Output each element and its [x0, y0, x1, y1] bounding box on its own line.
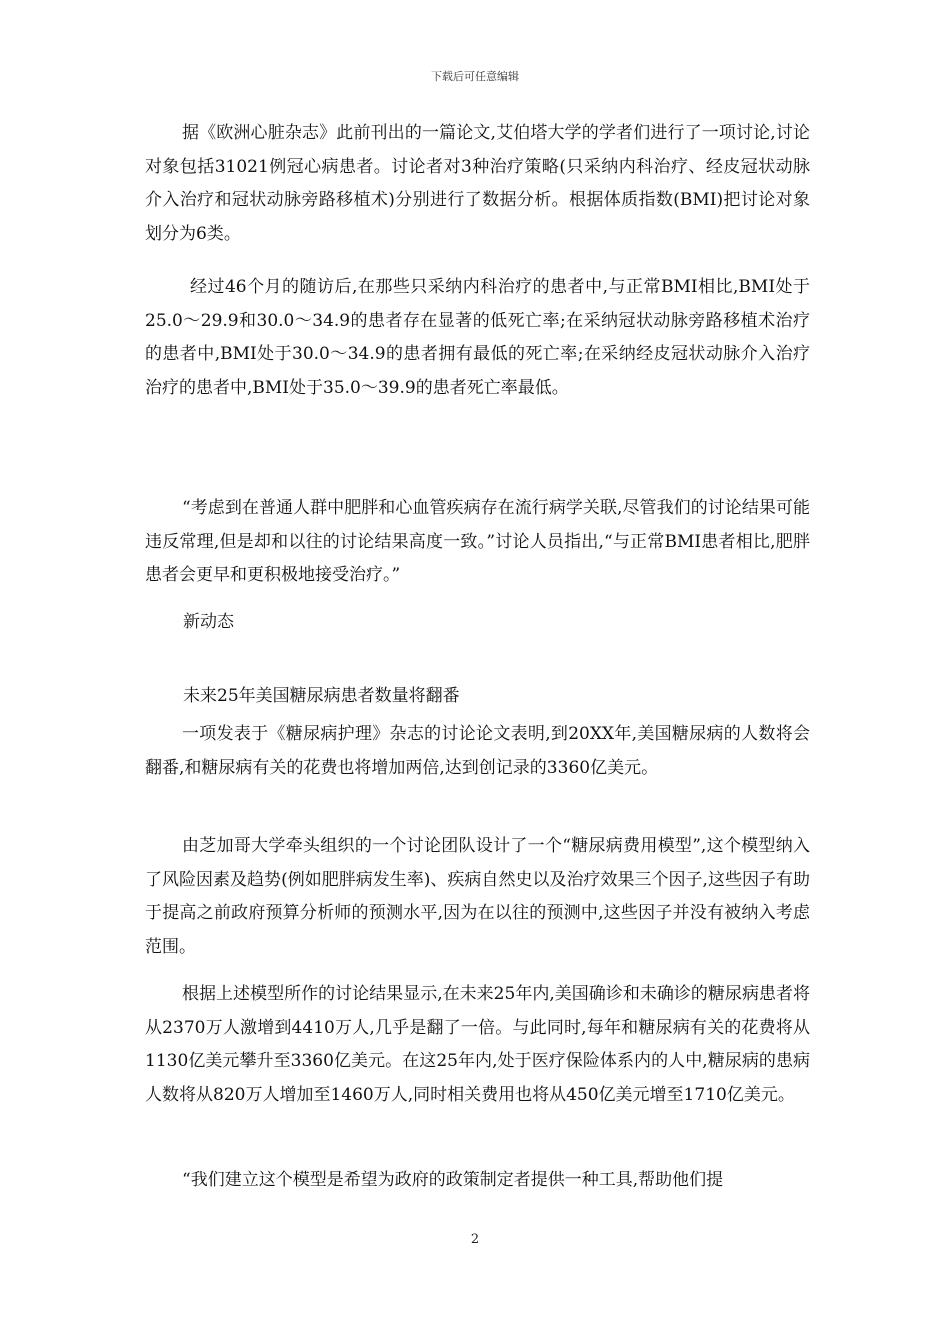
article-title: 未来25年美国糖尿病患者数量将翻番	[183, 686, 460, 706]
page-header: 下载后可任意编辑	[431, 70, 519, 83]
paragraph-study-overview: 据《欧洲心脏杂志》此前刊出的一篇论文,艾伯塔大学的学者们进行了一项讨论,讨论对象包括31021例冠心病患者。讨论者对3种治疗策略(只采纳内科治疗、经皮冠状动脉介入治疗和冠状动脉旁路移植术)分别进行了数据分析。根据体质指数(BMI)把讨论对象划分为6类。	[145, 123, 810, 244]
section-heading: 新动态	[183, 612, 234, 632]
article-paragraph-quote: “我们建立这个模型是希望为政府的政策制定者提供一种工具,帮助他们提	[182, 1170, 724, 1190]
article-paragraph-model: 由芝加哥大学牵头组织的一个讨论团队设计了一个“糖尿病费用模型”,这个模型纳入了风险因素及趋势(例如肥胖病发生率)、疾病自然史以及治疗效果三个因子,这些因子有助于提高之前政府预算分析师的预测水平,因为在以往的预测中,这些因子并没有被纳入考虑范围。	[145, 836, 810, 957]
paragraph-researcher-quote: “考虑到在普通人群中肥胖和心血管疾病存在流行病学关联,尽管我们的讨论结果可能违反常理,但是却和以往的讨论结果高度一致。”讨论人员指出,“与正常BMI患者相比,肥胖患者会更早和更积极地接受治疗。”	[145, 498, 810, 585]
article-paragraph-projection: 根据上述模型所作的讨论结果显示,在未来25年内,美国确诊和未确诊的糖尿病患者将从2370万人激增到4410万人,几乎是翻了一倍。与此同时,每年和糖尿病有关的花费将从1130亿美元攀升至3360亿美元。在这25年内,处于医疗保险体系内的人中,糖尿病的患病人数将从820万人增加至1460万人,同时相关费用也将从450亿美元增至1710亿美元。	[145, 984, 810, 1105]
paragraph-follow-up-results: 经过46个月的随访后,在那些只采纳内科治疗的患者中,与正常BMI相比,BMI处于25.0～29.9和30.0～34.9的患者存在显著的低死亡率;在采纳冠状动脉旁路移植术治疗的患者中,BMI处于30.0～34.9的患者拥有最低的死亡率;在采纳经皮冠状动脉介入治疗治疗的患者中,BMI处于35.0～39.9的患者死亡率最低。	[145, 277, 810, 398]
article-paragraph-intro: 一项发表于《糖尿病护理》杂志的讨论论文表明,到20XX年,美国糖尿病的人数将会翻番,和糖尿病有关的花费也将增加两倍,达到创记录的3360亿美元。	[145, 724, 810, 778]
page-number: 2	[470, 1232, 480, 1247]
